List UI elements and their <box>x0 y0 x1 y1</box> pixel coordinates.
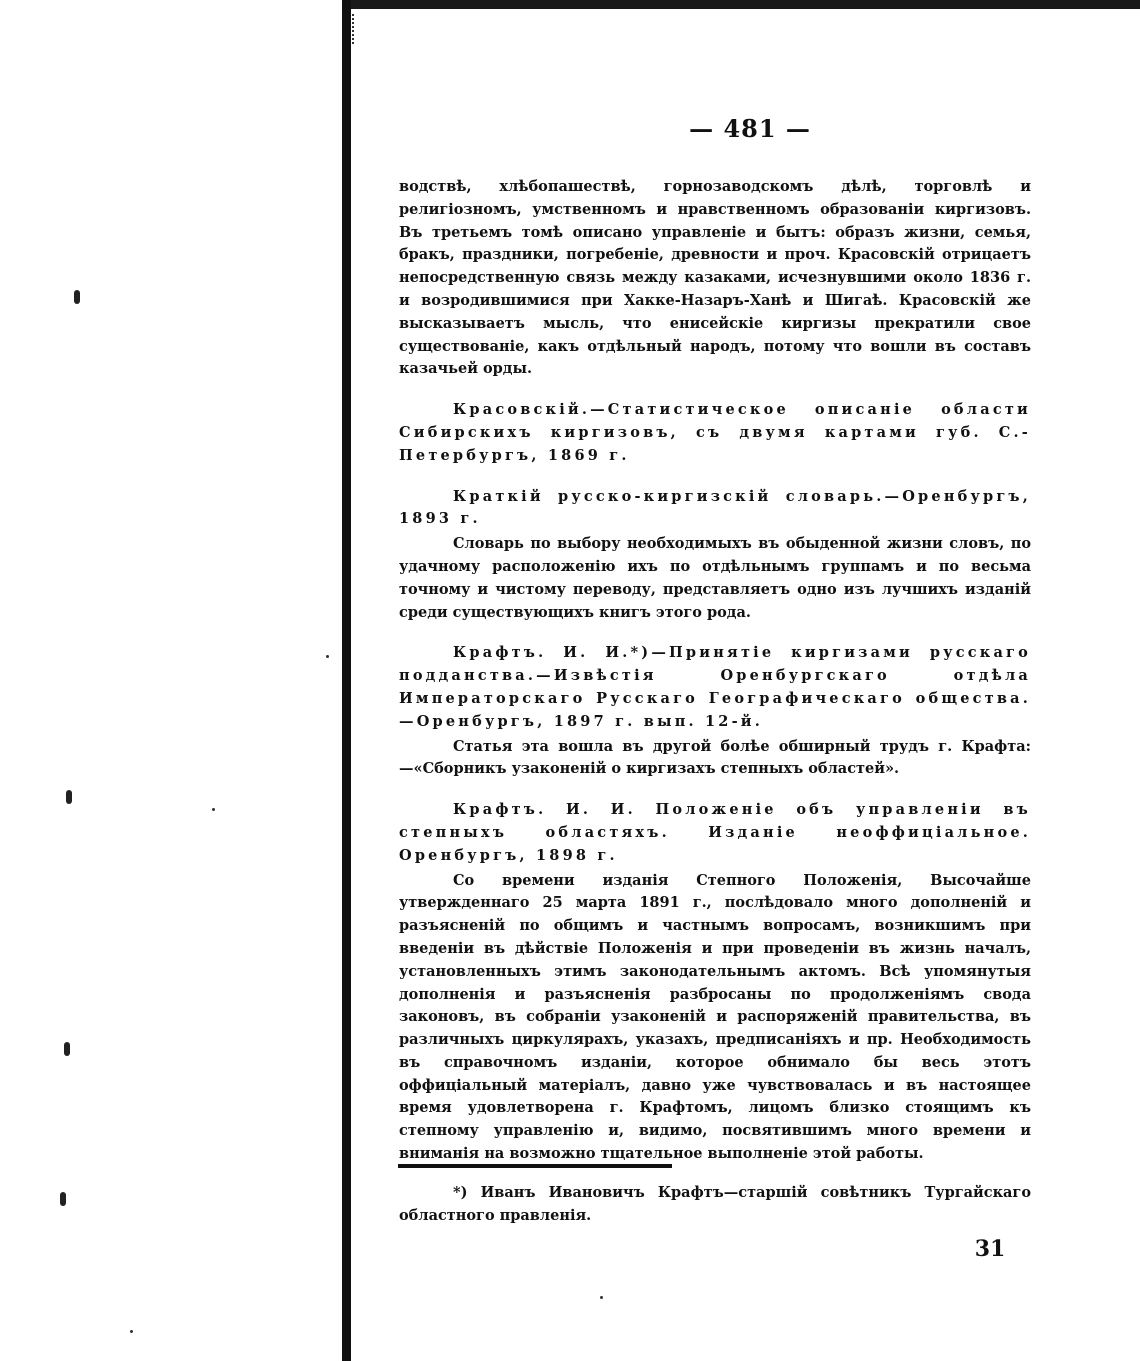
spine-nick <box>352 14 357 44</box>
scan-speck <box>326 655 329 658</box>
printer-signature-mark: 31 <box>974 1236 1006 1262</box>
footnote: *) Иванъ Ивановичъ Крафтъ—старшій совѣтникъ Тургайскаго областного правленія. <box>399 1184 1031 1224</box>
margin-mark <box>74 290 80 304</box>
bibliography-entry-heading: Краткій русско-киргизскій словарь.—Оренбургъ, 1893 г. <box>399 487 1031 528</box>
book-spine-shadow <box>342 0 351 1361</box>
bibliography-entry-description: Со времени изданія Степного Положенія, Высочайше утвержденнаго 25 марта 1891 г., послѣдовало много дополненій и разъясненій по общимъ и частнымъ вопросамъ, возникшимъ при введеніи въ дѣйствіе Положенія и при проведеніи въ жизнь началъ, установленныхъ этимъ законодательнымъ актомъ. Всѣ упомянутыя дополненія и разъясненія разбросаны по продолженіямъ свода законовъ, въ собраніи узаконеній и распоряженій правительства, въ различныхъ циркулярахъ, указахъ, предписаніяхъ и пр. Необходимость въ справочномъ изданіи, которое обнимало бы весь этотъ оффиціальный матеріалъ, давно уже чувствовалась и въ настоящее время удовлетворена г. Крафтомъ, лицомъ близко стоящимъ къ степному управленію и, видимо, посвятившимъ много времени и вниманія на возможно тщательное выполненіе этой работы. <box>399 871 1031 1163</box>
bibliography-entry-description: Статья эта вошла въ другой болѣе обширный трудъ г. Крафта:—«Сборникъ узаконеній о киргизахъ степныхъ областей». <box>399 737 1031 778</box>
bibliography-entry-description: Словарь по выбору необходимыхъ въ обыденной жизни словъ, по удачному расположенію ихъ по отдѣльнымъ группамъ и по весьма точному и чистому переводу, представляетъ одно изъ лучшихъ изданій среди существующихъ книгъ этого рода. <box>399 535 1031 621</box>
page-number: — 481 — <box>689 114 811 143</box>
bibliography-entry-heading: Крафтъ. И. И. Положеніе объ управленіи въ степныхъ областяхъ. Изданіе неоффиціальное. Оренбургъ, 1898 г. <box>399 801 1031 864</box>
bibliography-entry-heading: Красовскій.—Статистическое описаніе области Сибирскихъ киргизовъ, съ двумя картами губ. С.-Петербургъ, 1869 г. <box>399 401 1031 464</box>
top-edge-rule <box>348 0 1140 9</box>
bibliography-entry-heading: Крафтъ. И. И.*)—Принятіе киргизами русскаго подданства.—Извѣстія Оренбургскаго отдѣла Императорскаго Русскаго Географическаго общества.—Оренбургъ, 1897 г. вып. 12-й. <box>399 644 1031 730</box>
scan-speck <box>212 808 215 811</box>
margin-mark <box>64 1042 70 1056</box>
page-body <box>399 176 1031 1166</box>
scan-speck <box>130 1330 133 1333</box>
scan-speck <box>600 1296 603 1299</box>
margin-mark <box>66 790 72 804</box>
margin-mark <box>60 1192 66 1206</box>
footnote-divider <box>398 1164 672 1168</box>
continued-paragraph: водствѣ, хлѣбопашествѣ, горнозаводскомъ дѣлѣ, торговлѣ и религіозномъ, умственномъ и нравственномъ образованіи киргизовъ. Въ третьемъ томѣ описано управленіе и бытъ: образъ жизни, семья, бракъ, праздники, погребеніе, древности и проч. Красовскій отрицаетъ непосредственную связь между казаками, исчезнувшими около 1836 г. и возродившимися при Хакке-Назаръ-Ханѣ и Шигаѣ. Красовскій же высказываетъ мысль, что енисейскіе киргизы прекратили свое существованіе, какъ отдѣльный народъ, потому что вошли въ составъ казачьей орды. <box>399 178 1031 378</box>
